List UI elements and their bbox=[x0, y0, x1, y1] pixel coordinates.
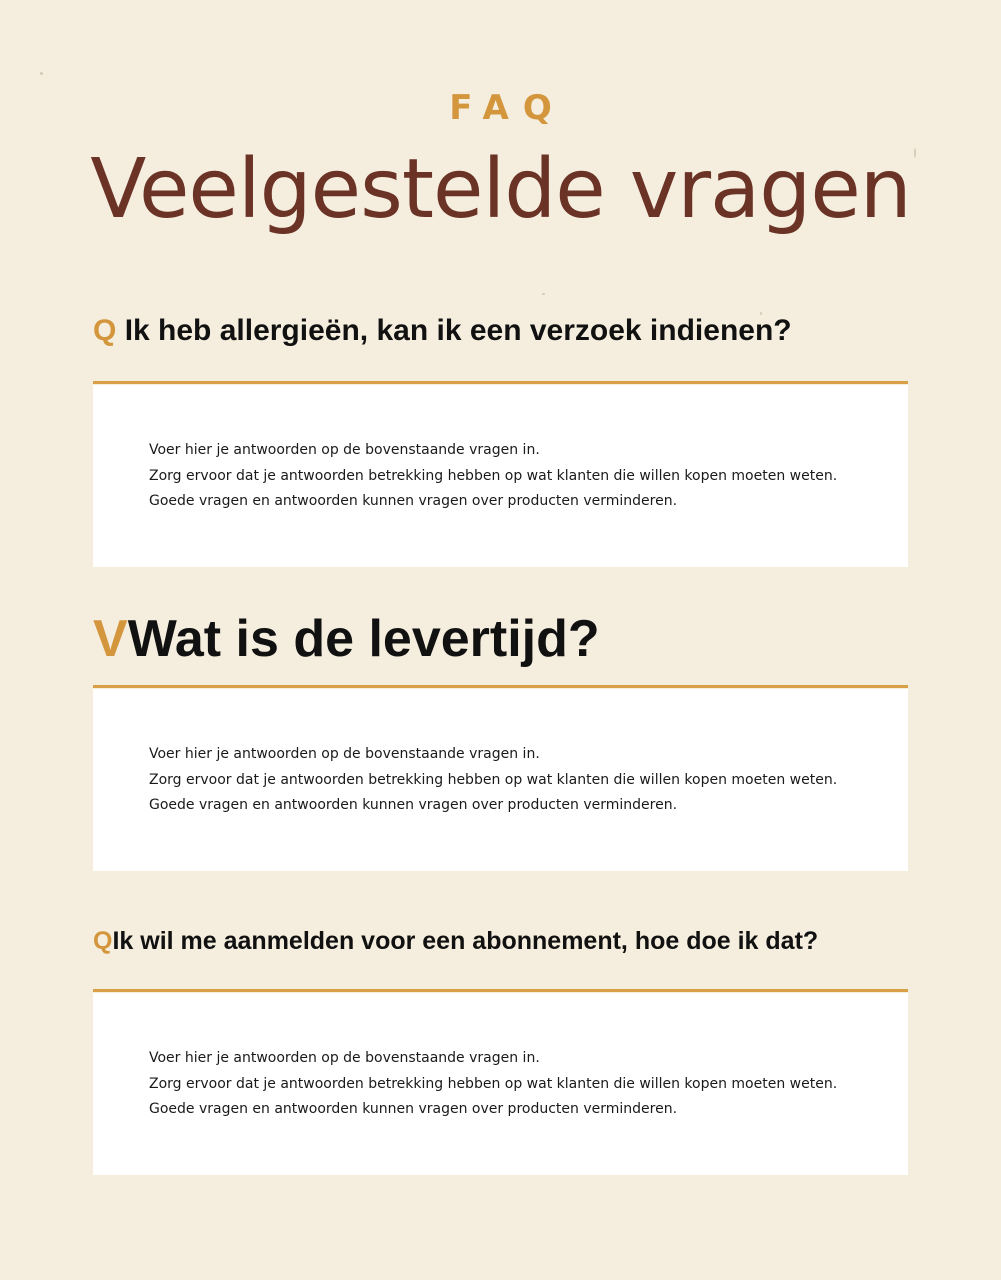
faq-question-3 bbox=[93, 927, 908, 956]
answer-line: Voer hier je antwoorden op de bovenstaande vragen in. bbox=[149, 442, 540, 458]
question-text: Ik heb allergieën, kan ik een verzoek indienen? bbox=[124, 314, 792, 347]
question-text: Ik wil me aanmelden voor een abonnement, hoe doe ik dat? bbox=[112, 927, 819, 955]
answer-line: Goede vragen en antwoorden kunnen vragen over producten verminderen. bbox=[149, 797, 678, 813]
faq-answer-3 bbox=[93, 993, 908, 1175]
answer-line: Goede vragen en antwoorden kunnen vragen over producten verminderen. bbox=[149, 493, 678, 509]
question-marker: Q bbox=[93, 927, 113, 955]
question-divider bbox=[93, 989, 908, 992]
paper-speck bbox=[542, 293, 545, 295]
question-divider bbox=[93, 685, 908, 688]
faq-answer-1 bbox=[93, 385, 908, 567]
question-marker: V bbox=[93, 610, 128, 668]
faq-eyebrow: FAQ bbox=[449, 88, 566, 128]
paper-speck bbox=[40, 72, 43, 75]
answer-line: Zorg ervoor dat je antwoorden betrekking hebben op wat klanten die willen kopen moeten weten. bbox=[149, 1075, 838, 1092]
question-marker: Q bbox=[93, 314, 117, 347]
answer-line: Zorg ervoor dat je antwoorden betrekking hebben op wat klanten die willen kopen moeten weten. bbox=[149, 771, 838, 788]
faq-question-2 bbox=[93, 609, 908, 669]
answer-line: Zorg ervoor dat je antwoorden betrekking hebben op wat klanten die willen kopen moeten weten. bbox=[149, 467, 838, 484]
question-text: Wat is de levertijd? bbox=[127, 610, 600, 668]
question-divider bbox=[93, 381, 908, 384]
answer-line: Voer hier je antwoorden op de bovenstaande vragen in. bbox=[149, 1050, 540, 1066]
page-title: Veelgestelde vragen bbox=[90, 142, 911, 237]
faq-question-1 bbox=[93, 314, 908, 348]
answer-line: Goede vragen en antwoorden kunnen vragen over producten verminderen. bbox=[149, 1101, 678, 1117]
answer-line: Voer hier je antwoorden op de bovenstaande vragen in. bbox=[149, 746, 540, 762]
faq-answer-2 bbox=[93, 689, 908, 871]
